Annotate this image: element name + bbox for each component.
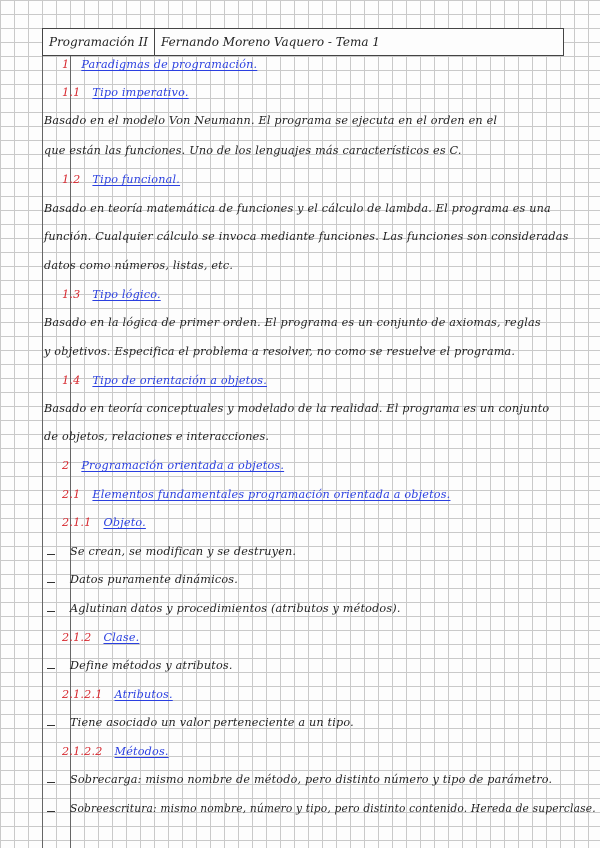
bullet-item xyxy=(70,716,354,729)
dash-marker xyxy=(47,782,55,783)
section-heading xyxy=(62,488,450,501)
heading-text: Atributos. xyxy=(114,688,173,701)
bullet-text: Se crean, se modifican y se destruyen. xyxy=(70,545,297,558)
section-heading xyxy=(62,745,169,758)
section-heading xyxy=(62,516,146,529)
heading-text: Paradigmas de programación. xyxy=(81,58,258,71)
dash-marker xyxy=(47,811,55,812)
heading-number: 2.1 xyxy=(62,488,81,501)
section-heading xyxy=(62,173,180,186)
body-text-line: función. Cualquier cálculo se invoca mediante funciones. Las funciones son consideradas xyxy=(44,230,569,243)
section-heading xyxy=(62,288,161,301)
section-heading xyxy=(62,631,139,644)
bullet-item xyxy=(70,545,296,558)
bullet-item xyxy=(70,573,238,586)
heading-number: 2.1.1 xyxy=(62,516,92,529)
dash-marker xyxy=(47,582,55,583)
dash-marker xyxy=(47,668,55,669)
bullet-item xyxy=(70,602,401,615)
bullet-text: Define métodos y atributos. xyxy=(70,659,233,672)
heading-number: 1.2 xyxy=(62,173,81,186)
body-text-line: de objetos, relaciones e interacciones. xyxy=(44,430,270,443)
bullet-item xyxy=(70,802,596,815)
body-text-line: que están las funciones. Uno de los lenguajes más característicos es C. xyxy=(44,144,462,157)
author-topic: Fernando Moreno Vaquero - Tema 1 xyxy=(160,35,380,49)
heading-text: Tipo de orientación a objetos. xyxy=(92,374,267,387)
dash-marker xyxy=(47,611,55,612)
heading-number: 2.1.2.1 xyxy=(62,688,103,701)
bullet-text: Tiene asociado un valor perteneciente a un tipo. xyxy=(70,716,354,729)
section-heading xyxy=(62,688,173,701)
heading-number: 1 xyxy=(62,58,70,71)
section-heading xyxy=(62,374,267,387)
heading-text: Elementos fundamentales programación orientada a objetos. xyxy=(92,488,451,501)
heading-text: Tipo funcional. xyxy=(92,173,181,186)
bullet-text: Sobrecarga: mismo nombre de método, pero distinto número y tipo de parámetro. xyxy=(70,773,553,786)
heading-text: Objeto. xyxy=(103,516,146,529)
heading-number: 2.1.2.2 xyxy=(62,745,103,758)
body-text-line: y objetivos. Especifica el problema a resolver, no como se resuelve el programa. xyxy=(44,345,516,358)
heading-number: 1.4 xyxy=(62,374,81,387)
body-text-line: Basado en teoría conceptuales y modelado de la realidad. El programa es un conjunto xyxy=(44,402,550,415)
heading-text: Tipo lógico. xyxy=(92,288,161,301)
bullet-text: Sobreescritura: mismo nombre, número y tipo, pero distinto contenido. Hereda de superclase. xyxy=(70,802,596,815)
heading-text: Programación orientada a objetos. xyxy=(81,459,285,472)
body-text-line: Basado en la lógica de primer orden. El programa es un conjunto de axiomas, reglas xyxy=(44,316,541,329)
bullet-item xyxy=(70,659,233,672)
body-text-line: Basado en el modelo Von Neumann. El programa se ejecuta en el orden en el xyxy=(44,114,498,127)
bullet-item xyxy=(70,773,552,786)
section-heading xyxy=(62,459,284,472)
heading-text: Tipo imperativo. xyxy=(92,86,189,99)
dash-marker xyxy=(47,725,55,726)
section-heading xyxy=(62,58,257,71)
body-text-line: Basado en teoría matemática de funciones y el cálculo de lambda. El programa es una xyxy=(44,202,551,215)
heading-number: 2 xyxy=(62,459,70,472)
heading-text: Métodos. xyxy=(114,745,169,758)
bullet-text: Aglutinan datos y procedimientos (atributos y métodos). xyxy=(70,602,401,615)
heading-number: 2.1.2 xyxy=(62,631,92,644)
page-header xyxy=(42,28,564,56)
section-heading xyxy=(62,86,189,99)
heading-text: Clase. xyxy=(103,631,140,644)
course-title: Programación II xyxy=(49,35,148,49)
heading-number: 1.3 xyxy=(62,288,81,301)
body-text-line: datos como números, listas, etc. xyxy=(44,259,234,272)
left-margin-line xyxy=(42,54,43,848)
dash-marker xyxy=(47,554,55,555)
bullet-text: Datos puramente dinámicos. xyxy=(70,573,238,586)
heading-number: 1.1 xyxy=(62,86,81,99)
